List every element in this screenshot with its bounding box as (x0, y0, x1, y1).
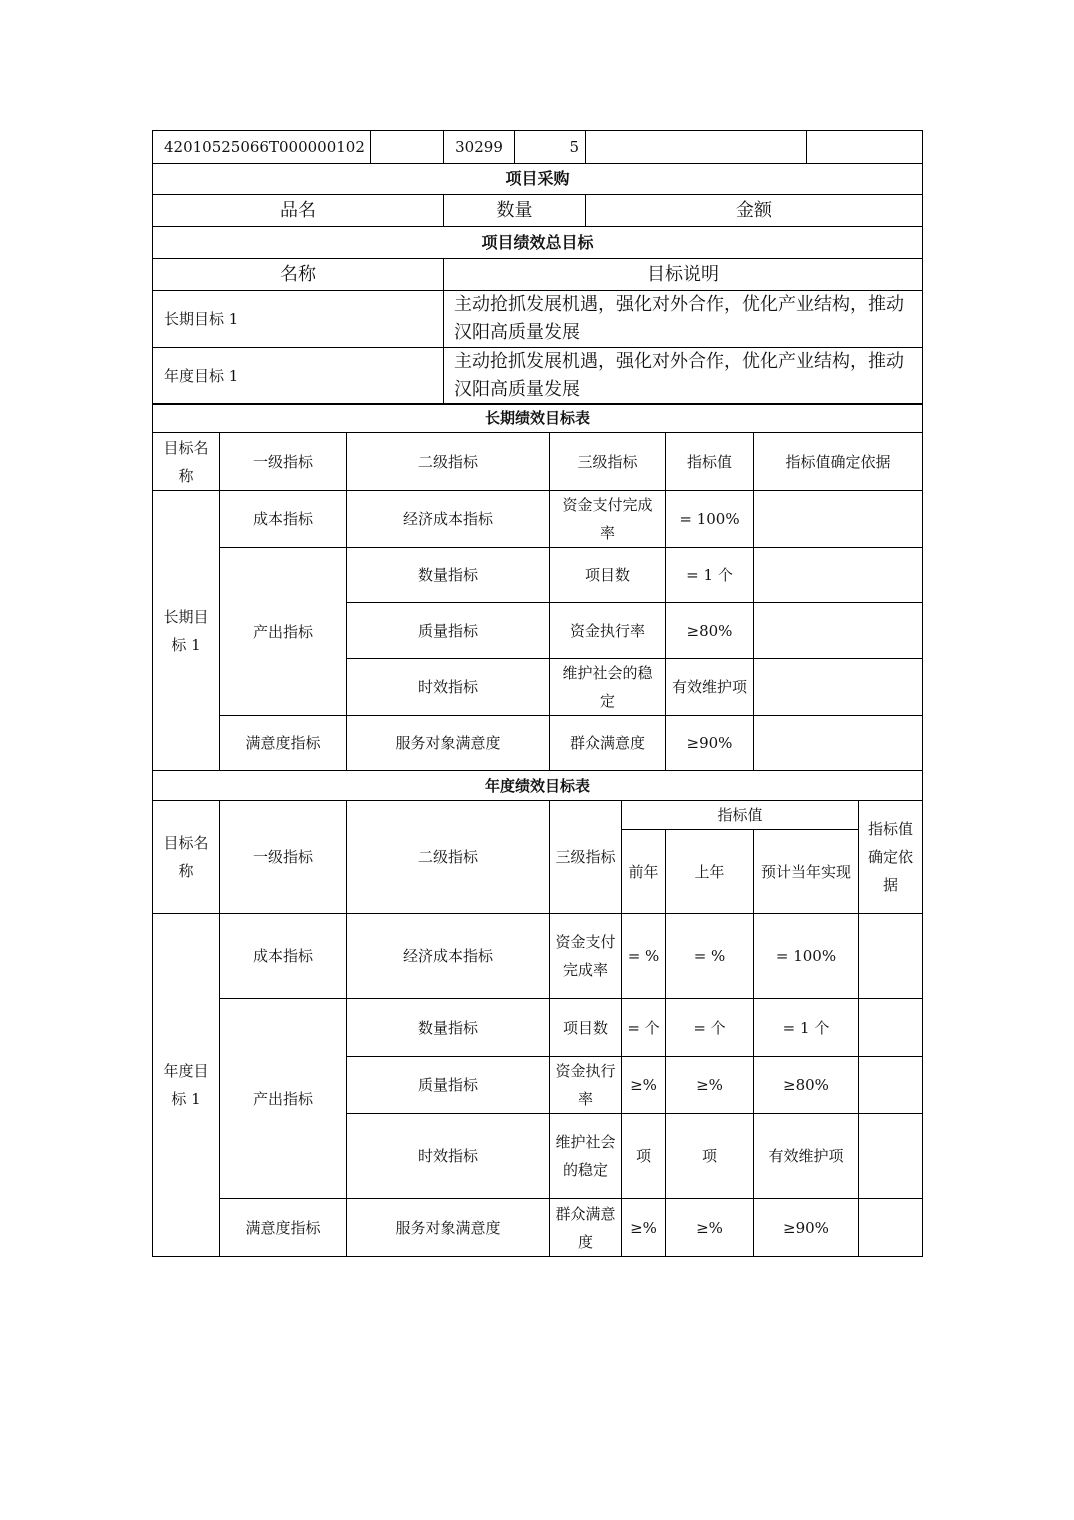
level3-indicator: 资金支付完成率 (550, 491, 666, 548)
level1-indicator: 成本指标 (220, 491, 347, 548)
prev-year-value: 项 (622, 1114, 666, 1199)
header-basis: 指标值确定依据 (859, 801, 923, 914)
goal-name: 年度目标 1 (153, 348, 444, 405)
header-last-year: 上年 (666, 830, 754, 914)
level2-indicator: 时效指标 (347, 1114, 550, 1199)
level3-indicator: 项目数 (550, 999, 622, 1057)
indicator-basis (754, 603, 923, 659)
header-target-name: 目标名称 (153, 801, 220, 914)
goal-description: 主动抢抓发展机遇，强化对外合作，优化产业结构，推动汉阳高质量发展 (444, 291, 923, 348)
indicator-value: = 1 个 (666, 548, 754, 603)
header-level2: 二级指标 (347, 801, 550, 914)
project-code: 42010525066T000000102 (153, 131, 371, 164)
procurement-header-qty: 数量 (444, 195, 586, 227)
empty-cell (807, 131, 923, 164)
header-target-name: 目标名称 (153, 433, 220, 491)
header-value: 指标值 (666, 433, 754, 491)
indicator-basis (859, 999, 923, 1057)
level2-indicator: 质量指标 (347, 603, 550, 659)
level3-indicator: 项目数 (550, 548, 666, 603)
header-level3: 三级指标 (550, 801, 622, 914)
goal-name: 长期目标 1 (153, 291, 444, 348)
last-year-value: = % (666, 914, 754, 999)
level2-indicator: 数量指标 (347, 548, 550, 603)
goals-header-name: 名称 (153, 259, 444, 291)
level2-indicator: 经济成本指标 (347, 491, 550, 548)
indicator-basis (754, 548, 923, 603)
last-year-value: ≥% (666, 1057, 754, 1114)
level3-indicator: 维护社会的稳定 (550, 1114, 622, 1199)
header-value-group: 指标值 (622, 801, 859, 830)
expected-value: ≥80% (754, 1057, 859, 1114)
level1-indicator: 满意度指标 (220, 716, 347, 771)
indicator-basis (859, 1114, 923, 1199)
level2-indicator: 时效指标 (347, 659, 550, 716)
level2-indicator: 服务对象满意度 (347, 1199, 550, 1257)
header-prev-year: 前年 (622, 830, 666, 914)
level1-indicator: 产出指标 (220, 999, 347, 1199)
prev-year-value: ≥% (622, 1199, 666, 1257)
level2-indicator: 服务对象满意度 (347, 716, 550, 771)
header-level1: 一级指标 (220, 433, 347, 491)
long-term-title: 长期绩效目标表 (153, 404, 923, 433)
header-basis: 指标值确定依据 (754, 433, 923, 491)
annual-target-table (152, 770, 923, 1257)
annual-title: 年度绩效目标表 (153, 771, 923, 801)
procurement-header-name: 品名 (153, 195, 444, 227)
prev-year-value: ≥% (622, 1057, 666, 1114)
indicator-basis (859, 1057, 923, 1114)
level3-indicator: 资金支付完成率 (550, 914, 622, 999)
target-name: 年度目标 1 (153, 914, 220, 1257)
goals-header-desc: 目标说明 (444, 259, 923, 291)
indicator-value: 有效维护项 (666, 659, 754, 716)
indicator-basis (859, 1199, 923, 1257)
goals-title: 项目绩效总目标 (153, 227, 923, 259)
goal-description: 主动抢抓发展机遇，强化对外合作，优化产业结构，推动汉阳高质量发展 (444, 348, 923, 405)
expected-value: = 1 个 (754, 999, 859, 1057)
target-name: 长期目标 1 (153, 491, 220, 771)
header-level1: 一级指标 (220, 801, 347, 914)
procurement-header-amount: 金额 (586, 195, 923, 227)
level3-indicator: 资金执行率 (550, 603, 666, 659)
long-term-target-table (152, 403, 923, 771)
header-expected: 预计当年实现 (754, 830, 859, 914)
project-info-table (152, 130, 923, 405)
indicator-basis (754, 659, 923, 716)
level3-indicator: 维护社会的稳定 (550, 659, 666, 716)
last-year-value: 项 (666, 1114, 754, 1199)
indicator-value: = 100% (666, 491, 754, 548)
procurement-title: 项目采购 (153, 164, 923, 195)
level1-indicator: 产出指标 (220, 548, 347, 716)
empty-cell (371, 131, 444, 164)
expected-value: ≥90% (754, 1199, 859, 1257)
indicator-basis (859, 914, 923, 999)
last-year-value: ≥% (666, 1199, 754, 1257)
level3-indicator: 群众满意度 (550, 716, 666, 771)
last-year-value: = 个 (666, 999, 754, 1057)
expected-value: 有效维护项 (754, 1114, 859, 1199)
level2-indicator: 质量指标 (347, 1057, 550, 1114)
indicator-basis (754, 716, 923, 771)
level3-indicator: 群众满意度 (550, 1199, 622, 1257)
indicator-value: ≥80% (666, 603, 754, 659)
indicator-basis (754, 491, 923, 548)
level1-indicator: 满意度指标 (220, 1199, 347, 1257)
level3-indicator: 资金执行率 (550, 1057, 622, 1114)
prev-year-value: = % (622, 914, 666, 999)
prev-year-value: = 个 (622, 999, 666, 1057)
level2-indicator: 经济成本指标 (347, 914, 550, 999)
header-level2: 二级指标 (347, 433, 550, 491)
indicator-value: ≥90% (666, 716, 754, 771)
header-level3: 三级指标 (550, 433, 666, 491)
amount-value: 5 (515, 131, 586, 164)
empty-cell (586, 131, 807, 164)
expected-value: = 100% (754, 914, 859, 999)
level2-indicator: 数量指标 (347, 999, 550, 1057)
level1-indicator: 成本指标 (220, 914, 347, 999)
econ-class-code: 30299 (444, 131, 515, 164)
